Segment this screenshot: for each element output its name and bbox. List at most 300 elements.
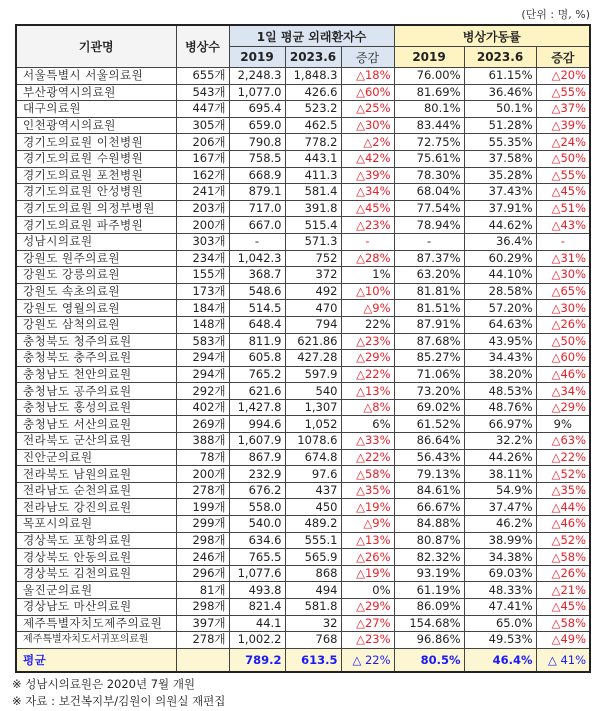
outpatients-2023: 565.9	[285, 549, 341, 566]
occupancy-2019: 87.37%	[394, 250, 464, 267]
table-row	[16, 516, 590, 533]
average-pchange: △ 22%	[341, 648, 394, 672]
occupancy-2023: 32.2%	[464, 433, 536, 450]
occupancy-2023: 35.28%	[464, 167, 536, 184]
outpatients-2023: 489.2	[285, 516, 341, 533]
table-row	[16, 466, 590, 483]
outpatients-2019: 867.9	[229, 449, 285, 466]
outpatients-change: △45%	[341, 200, 394, 217]
outpatients-2019: 648.4	[229, 316, 285, 333]
occupancy-change: △30%	[536, 267, 590, 284]
outpatients-2019: 368.7	[229, 267, 285, 284]
occupancy-change: △46%	[536, 366, 590, 383]
header-outpatients: 1일 평균 외래환자수	[229, 25, 394, 47]
header-name: 기관명	[16, 25, 176, 68]
outpatients-change: △22%	[341, 366, 394, 383]
average-row	[16, 648, 590, 672]
outpatients-2019: 44.1	[229, 615, 285, 632]
outpatients-2019: 232.9	[229, 466, 285, 483]
occupancy-2023: 46.2%	[464, 516, 536, 533]
outpatients-2023: 674.8	[285, 449, 341, 466]
outpatients-change: △9%	[341, 300, 394, 317]
beds: 292개	[176, 383, 229, 400]
outpatients-change: △19%	[341, 499, 394, 516]
occupancy-2019: 79.13%	[394, 466, 464, 483]
hospital-name: 전라남도 강진의료원	[16, 499, 176, 516]
occupancy-2019: 81.81%	[394, 283, 464, 300]
table-row	[16, 532, 590, 549]
table-row	[16, 200, 590, 217]
beds: 655개	[176, 68, 229, 85]
footnote: ※ 성남시의료원은 2020년 7월 개원	[12, 677, 196, 691]
table-row	[16, 233, 590, 250]
outpatients-change: △26%	[341, 549, 394, 566]
table-row	[16, 399, 590, 416]
outpatients-2023: 515.4	[285, 217, 341, 234]
footnote: ※ 자료 : 보건복지부/김원이 의원실 재편집	[12, 694, 226, 708]
occupancy-2019: 96.86%	[394, 632, 464, 649]
outpatients-2019: 548.6	[229, 283, 285, 300]
table-row	[16, 615, 590, 632]
table-row	[16, 316, 590, 333]
outpatients-2023: 778.2	[285, 134, 341, 151]
outpatients-change: △13%	[341, 532, 394, 549]
outpatients-change: △29%	[341, 599, 394, 616]
outpatients-2023: 492	[285, 283, 341, 300]
hospital-name: 서울특별시 서울의료원	[16, 68, 176, 85]
outpatients-2023: 437	[285, 482, 341, 499]
outpatients-2019: 1,607.9	[229, 433, 285, 450]
outpatients-2019: 758.5	[229, 150, 285, 167]
occupancy-2023: 44.62%	[464, 217, 536, 234]
table-row	[16, 333, 590, 350]
occupancy-2023: 37.58%	[464, 150, 536, 167]
outpatients-2023: 523.2	[285, 101, 341, 118]
occupancy-2023: 38.11%	[464, 466, 536, 483]
outpatients-2019: 1,077.0	[229, 84, 285, 101]
outpatients-2019: 695.4	[229, 101, 285, 118]
beds: 294개	[176, 366, 229, 383]
beds: 278개	[176, 632, 229, 649]
occupancy-change: △60%	[536, 350, 590, 367]
occupancy-change: △37%	[536, 101, 590, 118]
outpatients-change: △30%	[341, 117, 394, 134]
outpatients-change: △22%	[341, 449, 394, 466]
beds: 296개	[176, 565, 229, 582]
header-o2023: 2023.6	[464, 47, 536, 68]
table-row	[16, 300, 590, 317]
occupancy-change: △46%	[536, 516, 590, 533]
occupancy-change: △24%	[536, 134, 590, 151]
outpatients-2023: 571.3	[285, 233, 341, 250]
beds: 206개	[176, 134, 229, 151]
occupancy-change: △65%	[536, 283, 590, 300]
occupancy-2023: 49.53%	[464, 632, 536, 649]
outpatients-2023: 97.6	[285, 466, 341, 483]
occupancy-2019: 86.09%	[394, 599, 464, 616]
outpatients-2023: 32	[285, 615, 341, 632]
outpatients-2023: 450	[285, 499, 341, 516]
header-o2019: 2019	[394, 47, 464, 68]
outpatients-change: △33%	[341, 433, 394, 450]
outpatients-2019: 540.0	[229, 516, 285, 533]
outpatients-change: 1%	[341, 267, 394, 284]
occupancy-2023: 51.28%	[464, 117, 536, 134]
outpatients-change: -	[341, 233, 394, 250]
outpatients-2019: 811.9	[229, 333, 285, 350]
hospital-name: 전라남도 순천의료원	[16, 482, 176, 499]
occupancy-change: △55%	[536, 84, 590, 101]
hospital-name: 전라북도 군산의료원	[16, 433, 176, 450]
occupancy-change: △22%	[536, 449, 590, 466]
hospital-stats-table	[15, 24, 591, 673]
table-row	[16, 366, 590, 383]
outpatients-2023: 494	[285, 582, 341, 599]
occupancy-2023: 61.15%	[464, 68, 536, 85]
occupancy-change: -	[536, 233, 590, 250]
hospital-name: 경기도의료원 의정부병원	[16, 200, 176, 217]
hospital-name: 강원도 원주의료원	[16, 250, 176, 267]
outpatients-2023: 470	[285, 300, 341, 317]
beds: 278개	[176, 482, 229, 499]
outpatients-2023: 868	[285, 565, 341, 582]
outpatients-2019: 821.4	[229, 599, 285, 616]
occupancy-change: △26%	[536, 565, 590, 582]
outpatients-2023: 427.28	[285, 350, 341, 367]
outpatients-change: △18%	[341, 68, 394, 85]
beds: 246개	[176, 549, 229, 566]
table-row	[16, 350, 590, 367]
occupancy-2019: 84.61%	[394, 482, 464, 499]
average-p2023: 613.5	[285, 648, 341, 672]
occupancy-2019: 87.91%	[394, 316, 464, 333]
occupancy-2023: 48.76%	[464, 399, 536, 416]
occupancy-2019: 84.88%	[394, 516, 464, 533]
hospital-name: 경상북도 김천의료원	[16, 565, 176, 582]
outpatients-change: △39%	[341, 167, 394, 184]
occupancy-change: △39%	[536, 117, 590, 134]
occupancy-change: △58%	[536, 549, 590, 566]
hospital-name: 경기도의료원 포천병원	[16, 167, 176, 184]
beds: 583개	[176, 333, 229, 350]
occupancy-change: △34%	[536, 383, 590, 400]
outpatients-2023: 540	[285, 383, 341, 400]
occupancy-2023: 36.46%	[464, 84, 536, 101]
outpatients-2023: 621.86	[285, 333, 341, 350]
outpatients-2023: 1,307	[285, 399, 341, 416]
occupancy-2023: 65.0%	[464, 615, 536, 632]
occupancy-2019: 73.20%	[394, 383, 464, 400]
outpatients-2023: 462.5	[285, 117, 341, 134]
beds: 184개	[176, 300, 229, 317]
outpatients-2019: -	[229, 233, 285, 250]
outpatients-2019: 1,427.8	[229, 399, 285, 416]
hospital-name: 경기도의료원 파주병원	[16, 217, 176, 234]
beds: 269개	[176, 416, 229, 433]
outpatients-2019: 676.2	[229, 482, 285, 499]
hospital-name: 경기도의료원 이천병원	[16, 134, 176, 151]
outpatients-2023: 443.1	[285, 150, 341, 167]
average-o2023: 46.4%	[464, 648, 536, 672]
outpatients-2023: 1,848.3	[285, 68, 341, 85]
outpatients-2023: 426.6	[285, 84, 341, 101]
beds: 298개	[176, 599, 229, 616]
beds: 199개	[176, 499, 229, 516]
beds: 447개	[176, 101, 229, 118]
occupancy-change: △52%	[536, 466, 590, 483]
outpatients-2023: 1,052	[285, 416, 341, 433]
outpatients-2019: 790.8	[229, 134, 285, 151]
hospital-name: 울진군의료원	[16, 582, 176, 599]
occupancy-2019: 81.69%	[394, 84, 464, 101]
outpatients-2023: 752	[285, 250, 341, 267]
occupancy-change: △58%	[536, 615, 590, 632]
occupancy-2019: 81.51%	[394, 300, 464, 317]
occupancy-2019: 77.54%	[394, 200, 464, 217]
table-row	[16, 482, 590, 499]
outpatients-2023: 581.4	[285, 184, 341, 201]
occupancy-change: △51%	[536, 200, 590, 217]
hospital-name: 경상남도 마산의료원	[16, 599, 176, 616]
occupancy-2019: 71.06%	[394, 366, 464, 383]
hospital-name: 충청남도 홍성의료원	[16, 399, 176, 416]
outpatients-change: △9%	[341, 516, 394, 533]
outpatients-change: △42%	[341, 150, 394, 167]
outpatients-2019: 2,248.3	[229, 68, 285, 85]
hospital-name: 경기도의료원 안성병원	[16, 184, 176, 201]
outpatients-change: △23%	[341, 217, 394, 234]
hospital-name: 전라북도 남원의료원	[16, 466, 176, 483]
hospital-name: 충청북도 충주의료원	[16, 350, 176, 367]
unit-label: (단위 : 명, %)	[521, 8, 590, 21]
occupancy-change: △21%	[536, 582, 590, 599]
occupancy-2019: 75.61%	[394, 150, 464, 167]
occupancy-change: △44%	[536, 499, 590, 516]
table-row	[16, 383, 590, 400]
occupancy-2023: 43.95%	[464, 333, 536, 350]
occupancy-2023: 34.38%	[464, 549, 536, 566]
outpatients-change: 0%	[341, 582, 394, 599]
average-ochange: △ 41%	[536, 648, 590, 672]
occupancy-change: △52%	[536, 532, 590, 549]
outpatients-change: △2%	[341, 134, 394, 151]
occupancy-change: △63%	[536, 433, 590, 450]
outpatients-change: △23%	[341, 632, 394, 649]
occupancy-change: △43%	[536, 217, 590, 234]
outpatients-change: △23%	[341, 333, 394, 350]
hospital-name: 충청남도 천안의료원	[16, 366, 176, 383]
table-row	[16, 499, 590, 516]
beds: 162개	[176, 167, 229, 184]
hospital-name: 강원도 강릉의료원	[16, 267, 176, 284]
table-row	[16, 184, 590, 201]
hospital-name: 성남시의료원	[16, 233, 176, 250]
outpatients-2019: 1,077.6	[229, 565, 285, 582]
table-row	[16, 167, 590, 184]
occupancy-2023: 66.97%	[464, 416, 536, 433]
occupancy-2023: 64.63%	[464, 316, 536, 333]
occupancy-change: △26%	[536, 316, 590, 333]
outpatients-change: 22%	[341, 316, 394, 333]
occupancy-change: △49%	[536, 632, 590, 649]
outpatients-change: △35%	[341, 482, 394, 499]
outpatients-2023: 581.8	[285, 599, 341, 616]
occupancy-2019: 80.1%	[394, 101, 464, 118]
occupancy-2023: 55.35%	[464, 134, 536, 151]
occupancy-2023: 37.91%	[464, 200, 536, 217]
outpatients-2019: 605.8	[229, 350, 285, 367]
occupancy-2019: 80.87%	[394, 532, 464, 549]
outpatients-change: △29%	[341, 350, 394, 367]
occupancy-2019: 78.94%	[394, 217, 464, 234]
occupancy-2019: 63.20%	[394, 267, 464, 284]
occupancy-2019: 66.67%	[394, 499, 464, 516]
hospital-name: 경상북도 포항의료원	[16, 532, 176, 549]
beds: 81개	[176, 582, 229, 599]
outpatients-2019: 879.1	[229, 184, 285, 201]
table-row	[16, 416, 590, 433]
beds: 155개	[176, 267, 229, 284]
beds: 294개	[176, 350, 229, 367]
occupancy-2023: 37.47%	[464, 499, 536, 516]
hospital-name: 경상북도 안동의료원	[16, 549, 176, 566]
occupancy-change: △55%	[536, 167, 590, 184]
outpatients-2023: 411.3	[285, 167, 341, 184]
table-row	[16, 582, 590, 599]
occupancy-2019: 76.00%	[394, 68, 464, 85]
occupancy-change: △50%	[536, 333, 590, 350]
occupancy-2019: 68.04%	[394, 184, 464, 201]
table-row	[16, 599, 590, 616]
occupancy-change: 9%	[536, 416, 590, 433]
outpatients-2019: 514.5	[229, 300, 285, 317]
occupancy-2023: 69.03%	[464, 565, 536, 582]
occupancy-change: △35%	[536, 482, 590, 499]
occupancy-change: △29%	[536, 399, 590, 416]
table-row	[16, 250, 590, 267]
table-row	[16, 68, 590, 85]
occupancy-2023: 38.99%	[464, 532, 536, 549]
header-beds: 병상수	[176, 25, 229, 68]
occupancy-2023: 44.26%	[464, 449, 536, 466]
beds: 543개	[176, 84, 229, 101]
beds: 299개	[176, 516, 229, 533]
beds: 402개	[176, 399, 229, 416]
table-row	[16, 267, 590, 284]
outpatients-2023: 372	[285, 267, 341, 284]
beds: 200개	[176, 466, 229, 483]
hospital-name: 강원도 영월의료원	[16, 300, 176, 317]
hospital-name: 강원도 속초의료원	[16, 283, 176, 300]
outpatients-2019: 994.6	[229, 416, 285, 433]
occupancy-2019: 85.27%	[394, 350, 464, 367]
occupancy-2023: 38.20%	[464, 366, 536, 383]
hospital-name: 강원도 삼척의료원	[16, 316, 176, 333]
beds: 78개	[176, 449, 229, 466]
occupancy-2019: -	[394, 233, 464, 250]
table-row	[16, 150, 590, 167]
outpatients-2019: 493.8	[229, 582, 285, 599]
outpatients-2019: 667.0	[229, 217, 285, 234]
occupancy-2019: 61.19%	[394, 582, 464, 599]
beds: 167개	[176, 150, 229, 167]
occupancy-change: △31%	[536, 250, 590, 267]
occupancy-change: △45%	[536, 599, 590, 616]
outpatients-2019: 659.0	[229, 117, 285, 134]
outpatients-change: △19%	[341, 565, 394, 582]
occupancy-2019: 56.43%	[394, 449, 464, 466]
average-beds	[176, 648, 229, 672]
occupancy-2019: 82.32%	[394, 549, 464, 566]
hospital-name: 대구의료원	[16, 101, 176, 118]
header-occupancy: 병상가동률	[394, 25, 590, 47]
footnotes	[12, 676, 225, 710]
outpatients-2023: 555.1	[285, 532, 341, 549]
occupancy-2023: 36.4%	[464, 233, 536, 250]
hospital-name: 부산광역시의료원	[16, 84, 176, 101]
table-row	[16, 101, 590, 118]
beds: 234개	[176, 250, 229, 267]
beds: 241개	[176, 184, 229, 201]
occupancy-2019: 78.30%	[394, 167, 464, 184]
beds: 388개	[176, 433, 229, 450]
outpatients-change: △34%	[341, 184, 394, 201]
header-pchange: 증감	[341, 47, 394, 68]
outpatients-2019: 668.9	[229, 167, 285, 184]
hospital-name: 충청남도 공주의료원	[16, 383, 176, 400]
outpatients-2023: 1078.6	[285, 433, 341, 450]
hospital-name: 경기도의료원 수원병원	[16, 150, 176, 167]
table-row	[16, 134, 590, 151]
beds: 298개	[176, 532, 229, 549]
outpatients-2023: 768	[285, 632, 341, 649]
outpatients-change: △60%	[341, 84, 394, 101]
outpatients-change: △58%	[341, 466, 394, 483]
occupancy-2023: 47.41%	[464, 599, 536, 616]
beds: 305개	[176, 117, 229, 134]
occupancy-2023: 50.1%	[464, 101, 536, 118]
occupancy-2019: 154.68%	[394, 615, 464, 632]
occupancy-change: △45%	[536, 184, 590, 201]
occupancy-2023: 57.20%	[464, 300, 536, 317]
occupancy-2023: 60.29%	[464, 250, 536, 267]
occupancy-change: △20%	[536, 68, 590, 85]
table-row	[16, 117, 590, 134]
occupancy-2019: 87.68%	[394, 333, 464, 350]
beds: 173개	[176, 283, 229, 300]
occupancy-change: △50%	[536, 150, 590, 167]
occupancy-change: △30%	[536, 300, 590, 317]
occupancy-2019: 86.64%	[394, 433, 464, 450]
table-row	[16, 84, 590, 101]
hospital-name: 제주특별자치도제주의료원	[16, 615, 176, 632]
occupancy-2019: 93.19%	[394, 565, 464, 582]
outpatients-change: △13%	[341, 383, 394, 400]
outpatients-2019: 1,042.3	[229, 250, 285, 267]
beds: 303개	[176, 233, 229, 250]
outpatients-2019: 558.0	[229, 499, 285, 516]
outpatients-2019: 717.0	[229, 200, 285, 217]
outpatients-change: 6%	[341, 416, 394, 433]
occupancy-2023: 28.58%	[464, 283, 536, 300]
occupancy-2023: 44.10%	[464, 267, 536, 284]
outpatients-change: △10%	[341, 283, 394, 300]
beds: 148개	[176, 316, 229, 333]
outpatients-2023: 391.8	[285, 200, 341, 217]
outpatients-2023: 794	[285, 316, 341, 333]
occupancy-2019: 69.02%	[394, 399, 464, 416]
occupancy-2019: 83.44%	[394, 117, 464, 134]
